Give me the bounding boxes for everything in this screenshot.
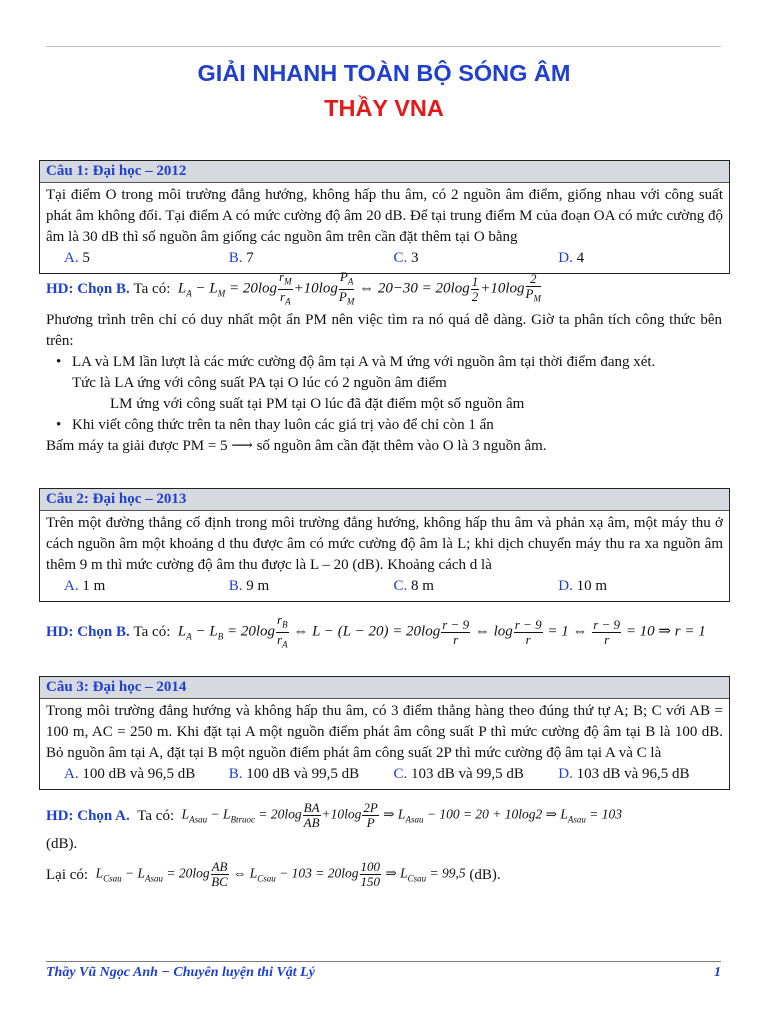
solution-3-formula-line: HD: Chọn A. Ta có: $L_{Asau} - L_{Btruoc} = 20\log$ $\frac{BA}{AB}$ +10log $\frac{2P}{P}$ ⇒ $L_{Asau} - 100 = 20 + 10\log 2$ ⇒ $L_{Asau} = 103$ [46,800,622,831]
option-b: B. 100 dB và 99,5 dB [228,766,360,782]
question-2-text: Trên một đường thẳng cố định trong môi trường đẳng hướng, không hấp thu âm và phản xạ âm, một máy thu ở cách nguồn âm một khoảng d thu được âm có mức cường độ âm là L; khi dịch chuyển máy thu ra xa nguồn âm thêm 9 m thì mức cường độ âm thu được là L – 20 (dB). Khoảng cách d là [46,515,723,573]
solution-3-unit: (dB). [46,836,78,852]
top-rule [46,46,721,47]
option-a: A. 1 m [64,578,106,594]
solution-3-formula-1: $L_{Asau} - L_{Btruoc} = 20\log$ $\frac{BA}{AB}$ +10log $\frac{2P}{P}$ ⇒ $L_{Asau} - 100 = 20 + 10\log 2$ ⇒ $L_{Asau} = 103$ [181,800,622,831]
solution-1 [46,268,722,457]
question-3-options [46,764,723,785]
question-2-header: Câu 2: Đại học – 2013 [40,489,729,511]
option-d: D. 10 m [558,578,608,594]
footer [46,965,721,981]
solution-3 [46,798,722,893]
question-1-text: Tại điểm O trong môi trường đẳng hướng, không hấp thu âm, có 2 nguồn âm điểm, giống nhau với công suất phát âm không đổi. Tại điểm A có mức cường độ âm 20 dB. Để tại trung điểm M của đoạn OA có mức cường độ âm là 30 dB thì số nguồn âm giống các nguồn âm trên cần đặt thêm tại O bằng [46,187,723,245]
solution-1-bullet-1b: LM ứng với công suất tại PM tại O lúc đã đặt điểm một số nguồn âm [110,396,525,412]
solution-1-paragraph: Phương trình trên chỉ có duy nhất một ẩn PM nên việc tìm ra nó quá dễ dàng. Giờ ta phân tích công thức bên trên: [46,312,722,349]
page-number: 1 [714,965,721,980]
question-1-box [39,160,730,274]
option-b: B. 9 m [228,578,270,594]
option-c: C. 8 m [393,578,434,594]
question-3-text: Trong môi trường đẳng hướng và không hấp thu âm, có 3 điểm thẳng hàng theo đúng thứ tự A; B; C với AB = 100 m, AC = 250 m. Khi đặt tại A một nguồn điểm phát âm công suất P thì mức cường độ âm tại B là 100 dB. Bỏ nguồn âm tại A, đặt tại B một nguồn điểm phát âm công suất 2P thì mức cường độ âm tại A và C là [46,703,723,761]
question-3-box [39,676,730,790]
solution-2-formula-line: HD: Chọn B. Ta có: $L_A - L_B = 20\log$ $\frac{r_B}{r_A}$ ⇔ L − (L − 20) = 20log $\frac{r - 9}{r}$ ⇔ log $\frac{r - 9}{r}$ = 1 ⇔ $\frac{r - 9}{r}$ = 10 ⇒ r = 1 [46,611,706,650]
solution-1-bullet-1: • LA và LM lần lượt là các mức cường độ âm tại A và M ứng với nguồn âm tại thời điểm đang xét. [56,354,656,370]
option-d: D. 4 [558,250,585,266]
solution-1-bullet-2: • Khi viết công thức trên ta nên thay luôn các giá trị vào để chỉ còn 1 ẩn [56,417,494,433]
solution-2-formula: $L_A - L_B = 20\log$ $\frac{r_B}{r_A}$ ⇔ L − (L − 20) = 20log $\frac{r - 9}{r}$ ⇔ log $\frac{r - 9}{r}$ = 1 ⇔ $\frac{r - 9}{r}$ = 10 ⇒ r = 1 [177,611,706,650]
option-b: B. 7 [228,250,254,266]
solution-1-formula-line: HD: Chọn B. Ta có: $L_A - L_M = 20\log$ $\frac{r_M}{r_A}$ +10log $\frac{P_A}{P_M}$ ⇔ 20−30 = 20log $\frac{1}{2}$ +10log $\frac{2}{P_M}$ [46,268,541,307]
option-c: C. 103 dB và 99,5 dB [393,766,524,782]
solution-1-bullet-1a: Tức là LA ứng với công suất PA tại O lúc có 2 nguồn âm điểm [72,375,447,391]
footer-text: Thầy Vũ Ngọc Anh − Chuyên luyện thi Vật Lý [46,965,315,980]
option-d: D. 103 dB và 96,5 dB [558,766,690,782]
footer-rule [46,961,721,962]
page-subtitle: THẦY VNA [324,95,444,121]
option-a: A. 100 dB và 96,5 dB [64,766,196,782]
question-3-header: Câu 3: Đại học – 2014 [40,677,729,699]
solution-3-formula-line-2: Lại có: $L_{Csau} - L_{Asau} = 20\log$ $\frac{AB}{BC}$ ⇔ $L_{Csau} - 103 = 20\log$ $\frac{100}{150}$ ⇒ $L_{Csau} = 99,5$ (dB). [46,859,501,890]
solution-1-formula: $L_A - L_M = 20\log$ $\frac{r_M}{r_A}$ +10log $\frac{P_A}{P_M}$ ⇔ 20−30 = 20log $\frac{1}{2}$ +10log $\frac{2}{P_M}$ [177,268,541,307]
page-title: GIẢI NHANH TOÀN BỘ SÓNG ÂM [197,60,571,86]
question-2-box [39,488,730,602]
solution-1-result: Bấm máy ta giải được PM = 5 ⟶ số nguồn âm cần đặt thêm vào O là 3 nguồn âm. [46,438,547,454]
solution-3-formula-2: $L_{Csau} - L_{Asau} = 20\log$ $\frac{AB}{BC}$ ⇔ $L_{Csau} - 103 = 20\log$ $\frac{100}{150}$ ⇒ $L_{Csau} = 99,5$ [95,859,466,890]
solution-2 [46,611,722,650]
option-c: C. 3 [393,250,419,266]
question-1-options [46,248,723,269]
question-1-header: Câu 1: Đại học – 2012 [40,161,729,183]
option-a: A. 5 [64,250,90,266]
question-2-options [46,576,723,597]
